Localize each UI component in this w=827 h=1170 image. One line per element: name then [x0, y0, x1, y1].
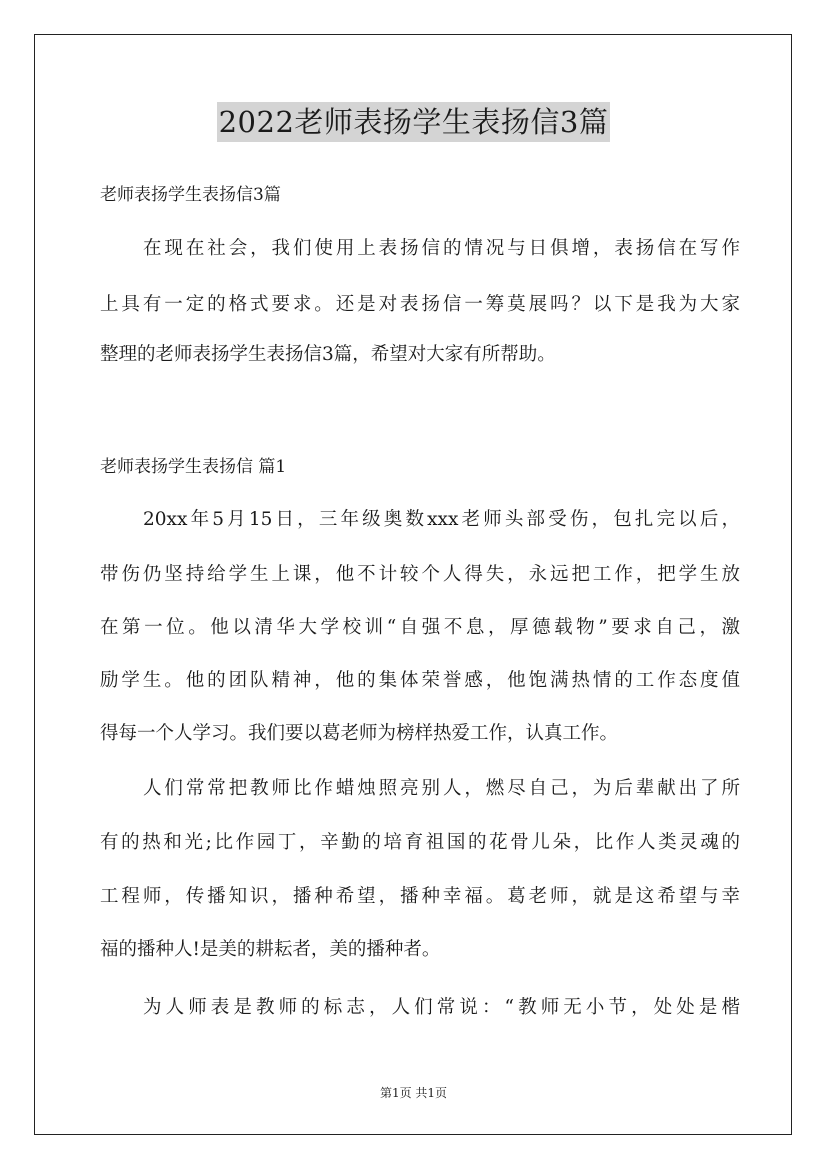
- paragraph-line: 在第一位。他以清华大学校训“自强不息，厚德载物”要求自己，激: [100, 617, 740, 638]
- paragraph-line: 工程师，传播知识，播种希望，播种幸福。葛老师，就是这希望与幸: [100, 886, 740, 907]
- intro-line: 上具有一定的格式要求。还是对表扬信一筹莫展吗？以下是我为大家: [100, 294, 740, 315]
- paragraph-line: 福的播种人!是美的耕耘者，美的播种者。: [100, 939, 441, 960]
- paragraph-line: 有的热和光;比作园丁，辛勤的培育祖国的花骨儿朵，比作人类灵魂的: [100, 832, 740, 853]
- title-container: [0, 102, 827, 142]
- intro-line: 整理的老师表扬学生表扬信3篇，希望对大家有所帮助。: [100, 344, 556, 365]
- paragraph-line: 20xx年5月15日，三年级奥数xxx老师头部受伤，包扎完以后，: [143, 509, 740, 530]
- document-title: 2022老师表扬学生表扬信3篇: [217, 102, 611, 142]
- document-subtitle: 老师表扬学生表扬信3篇: [100, 185, 281, 205]
- intro-line: 在现在社会，我们使用上表扬信的情况与日俱增，表扬信在写作: [143, 238, 740, 259]
- page-footer: 第1页 共1页: [379, 1086, 448, 1100]
- paragraph-line: 带伤仍坚持给学生上课，他不计较个人得失，永远把工作，把学生放: [100, 564, 740, 585]
- paragraph-line: 得每一个人学习。我们要以葛老师为榜样热爱工作，认真工作。: [100, 723, 619, 744]
- section-heading: 老师表扬学生表扬信 篇1: [100, 457, 287, 477]
- paragraph-line: 人们常常把教师比作蜡烛照亮别人，燃尽自己，为后辈献出了所: [143, 778, 740, 799]
- paragraph-line: 为人师表是教师的标志，人们常说：“教师无小节，处处是楷: [143, 997, 740, 1018]
- paragraph-line: 励学生。他的团队精神，他的集体荣誉感，他饱满热情的工作态度值: [100, 670, 740, 691]
